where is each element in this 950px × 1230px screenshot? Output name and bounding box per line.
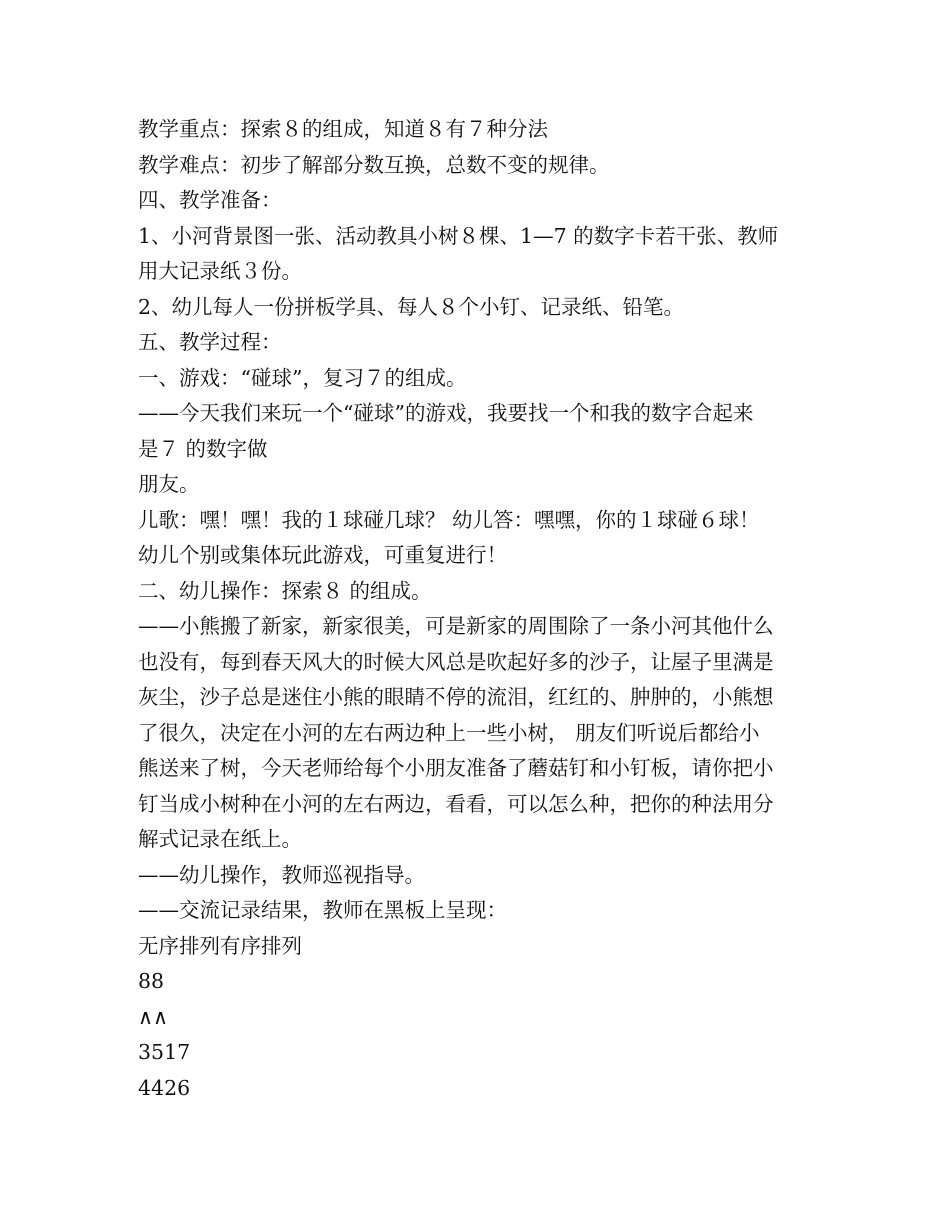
text-line: 朋友。	[138, 472, 200, 496]
number-line: 4426	[138, 1075, 191, 1100]
decomposition-symbol-line: ∧∧	[138, 1004, 169, 1029]
text-line: 解式记录在纸上。	[138, 827, 302, 851]
text-line: 是７ 的数字做	[138, 436, 268, 461]
text-line: 幼儿个别或集体玩此游戏，可重复进行！	[138, 543, 507, 567]
subsection-heading: 二、幼儿操作：探索８ 的组成。	[138, 578, 432, 603]
text-line: 了很久，决定在小河的左右两边种上一些小树， 朋友们听说后都给小	[138, 720, 760, 745]
text-line: 教学重点：探索８的组成，知道８有７种分法	[138, 117, 548, 141]
text-line: ——小熊搬了新家，新家很美，可是新家的周围除了一条小河其他什么	[138, 614, 774, 638]
text-line: 熊送来了树，今天老师给每个小朋友准备了蘑菇钉和小钉板，请你把小	[138, 756, 774, 780]
text-line: 2、幼儿每人一份拼板学具、每人８个小钉、记录纸、铅笔。	[138, 294, 685, 319]
text-line: 灰尘，沙子总是迷住小熊的眼睛不停的流泪，红红的、肿肿的，小熊想	[138, 685, 774, 709]
text-line: ——幼儿操作，教师巡视指导。	[138, 862, 425, 887]
text-line: 也没有，每到春天风大的时候大风总是吹起好多的沙子，让屋子里满是	[138, 649, 774, 674]
text-line: 用大记录纸３份。	[138, 259, 302, 283]
subsection-heading: 一、游戏：“碰球”，复习７的组成。	[138, 365, 467, 390]
text-line: 无序排列有序排列	[138, 933, 302, 958]
text-line: ——交流记录结果，教师在黑板上呈现：	[138, 898, 507, 922]
text-line: 1、小河背景图一张、活动教具小树８棵、1—7 的数字卡若干张、教师	[138, 223, 779, 248]
number-line: 3517	[138, 1040, 191, 1064]
text-line: 儿歌：嘿！嘿！我的１球碰几球？ 幼儿答：嘿嘿，你的１球碰６球！	[138, 507, 760, 532]
section-heading: 四、教学准备：	[138, 188, 282, 212]
document-body	[138, 112, 818, 1106]
text-line: 教学难点：初步了解部分数互换，总数不变的规律。	[138, 152, 610, 177]
number-line: 88	[138, 969, 165, 993]
text-line: ——今天我们来玩一个“碰球”的游戏，我要找一个和我的数字合起来	[138, 401, 754, 425]
section-heading: 五、教学过程：	[138, 330, 282, 354]
text-line: 钉当成小树种在小河的左右两边，看看，可以怎么种，把你的种法用分	[138, 791, 774, 816]
